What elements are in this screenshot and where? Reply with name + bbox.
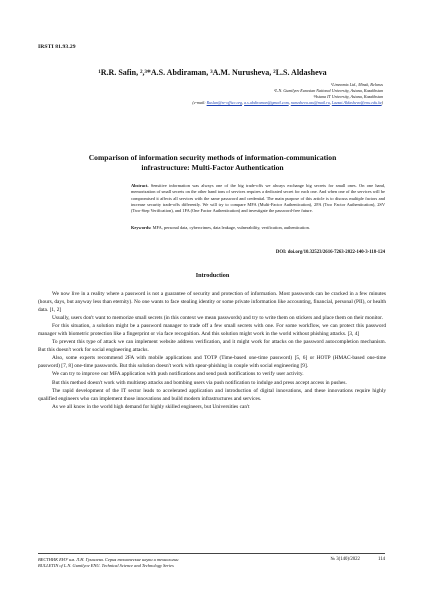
paragraph: As we all know in the world high demand for highly skilled engineers, but Universities can't <box>52 403 250 410</box>
paragraph: Also, some experts recommend 2FA with mobile applications and TOTP (Time-based one-time password) [5, 6] or HOTP (HMAC-based one-time password) [7, 8] one-time passwords. But this solution doesn't work with spear-phishing in couple with social engineering [9]. <box>38 355 386 370</box>
email-link-4[interactable]: Lazzat.Aldasheva@enu.edu.kz <box>331 100 382 106</box>
paragraph: Usually, users don't want to memorize small secrets (in this context we mean passwords) and try to write them on stickers and place them on their monitor. <box>52 315 383 322</box>
keywords-label: Keywords: <box>131 225 152 230</box>
irsti-code: IRSTI 81.93.29 <box>38 44 76 50</box>
journal-name-en: BULLETIN of L.N. Gumilyov ENU. Technical Science and Technology Series <box>38 563 174 569</box>
footer-divider <box>38 553 385 554</box>
affiliation-1: ¹Limnomix Ltd., Minsk, Belarus <box>331 82 383 87</box>
email-suffix: ) <box>381 100 383 106</box>
title-line-1: Comparison of information security methods of information-communication <box>88 153 337 162</box>
paragraph: But this method doesn't work with multistep attacks and bombing users via push notification to indulge and press accept access in pushes. <box>52 379 347 386</box>
affiliations <box>83 82 383 106</box>
paragraph: To prevent this type of attack we can implement website address verification, and it might work for attacks on the password autocompletion mechanism. But this doesn't work for social engineering attacks. <box>38 339 386 354</box>
page-number: 114 <box>377 557 385 562</box>
email-link-2[interactable]: a.s.abdiraman@gmail.com <box>244 100 289 106</box>
paragraph: We now live in a reality where a password is not a guarantee of security and protection of information. Most passwords can be cracked in a few minutes (hours, days, but anyway less than eternity). No one wants to face stealing identity or some private information like accounting, financial, personal (PII), or health data. [1, 2] <box>38 291 386 314</box>
doi[interactable]: DOI: doi.org/10.32523/2616-7263-2022-140-3-118-124 <box>275 250 385 255</box>
abstract-text: Sensitive information was always one of the big trade-offs we always exchange big secrets for small ones. On one hand, memorization of small secrets on the other hand tons of services requires a dedicated secret for each one. And when one of the services will be compromised it affects all services with the same password and credential. The main purpose of this article is to discuss multiple factors and increase security trade-offs differently. We will try to compare MFA (Multi-Factor Authentication), 2FA (Two Factor Authentication), 2SV (Two-Step Verification), and 1FA (One Factor Authentication) and investigate the password-free future. <box>131 183 385 213</box>
title-line-2: infrastructure: Multi-Factor Authentication <box>141 163 284 172</box>
paragraph: The rapid development of the IT sector leads to accelerated application and introduction of digital innovations, and these innovations require highly qualified engineers who can implement those innovations and build modern infrastructures and services. <box>38 387 386 402</box>
keywords <box>131 225 385 231</box>
keywords-text: MFA, personal data, cybercrimes, data leakage, vulnerability, verification, authentication. <box>151 225 310 230</box>
abstract <box>131 183 385 214</box>
paper-title <box>40 153 385 173</box>
paragraph: We can try to improve our MFA application with push notifications and send push notifications to verify user activity. <box>52 371 304 378</box>
footer-issue-page <box>312 557 385 562</box>
email-line: (e-mail: Ruslan@re-office.org, a.s.abdiraman@gmail.com, nurusheva.ass@mail.ru, Lazzat.Aldasheva@enu.edu.kz) <box>192 100 383 106</box>
paragraph: For this situation, a solution might be a password manager to trade off a few small secrets with one. For some workflow, we can protect this password manager with biometric protection like a fingerprint or via face recognition. And this solution might work in the world without phishing attacks. [3, 4] <box>38 323 386 338</box>
issue-number: № 3(140)/2022 <box>330 557 360 562</box>
email-link-3[interactable]: nurusheva.ass@mail.ru <box>290 100 330 106</box>
section-heading-introduction: Introduction <box>195 272 230 279</box>
body-text <box>38 290 386 411</box>
affiliation-3: ³Astana IT University, Astana, Kazakhstan <box>313 94 383 100</box>
journal-footer <box>38 557 179 569</box>
journal-name-ru: ВЕСТНИК ЕНУ им. Л.Н. Гумилева. Серия технические науки и технологии <box>38 557 179 562</box>
author-list: ¹R.R. Safin, ²,³*A.S. Abdiraman, ³A.M. Nurusheva, ²L.S. Aldasheva <box>98 68 327 77</box>
email-prefix: (e-mail: <box>192 100 207 106</box>
abstract-label: Abstract. <box>131 183 149 188</box>
affiliation-2: ²L.N. Gumilyov Eurasian National University, Astana, Kazakhstan <box>274 88 383 94</box>
email-link-1[interactable]: Ruslan@re-office.org <box>206 100 243 106</box>
